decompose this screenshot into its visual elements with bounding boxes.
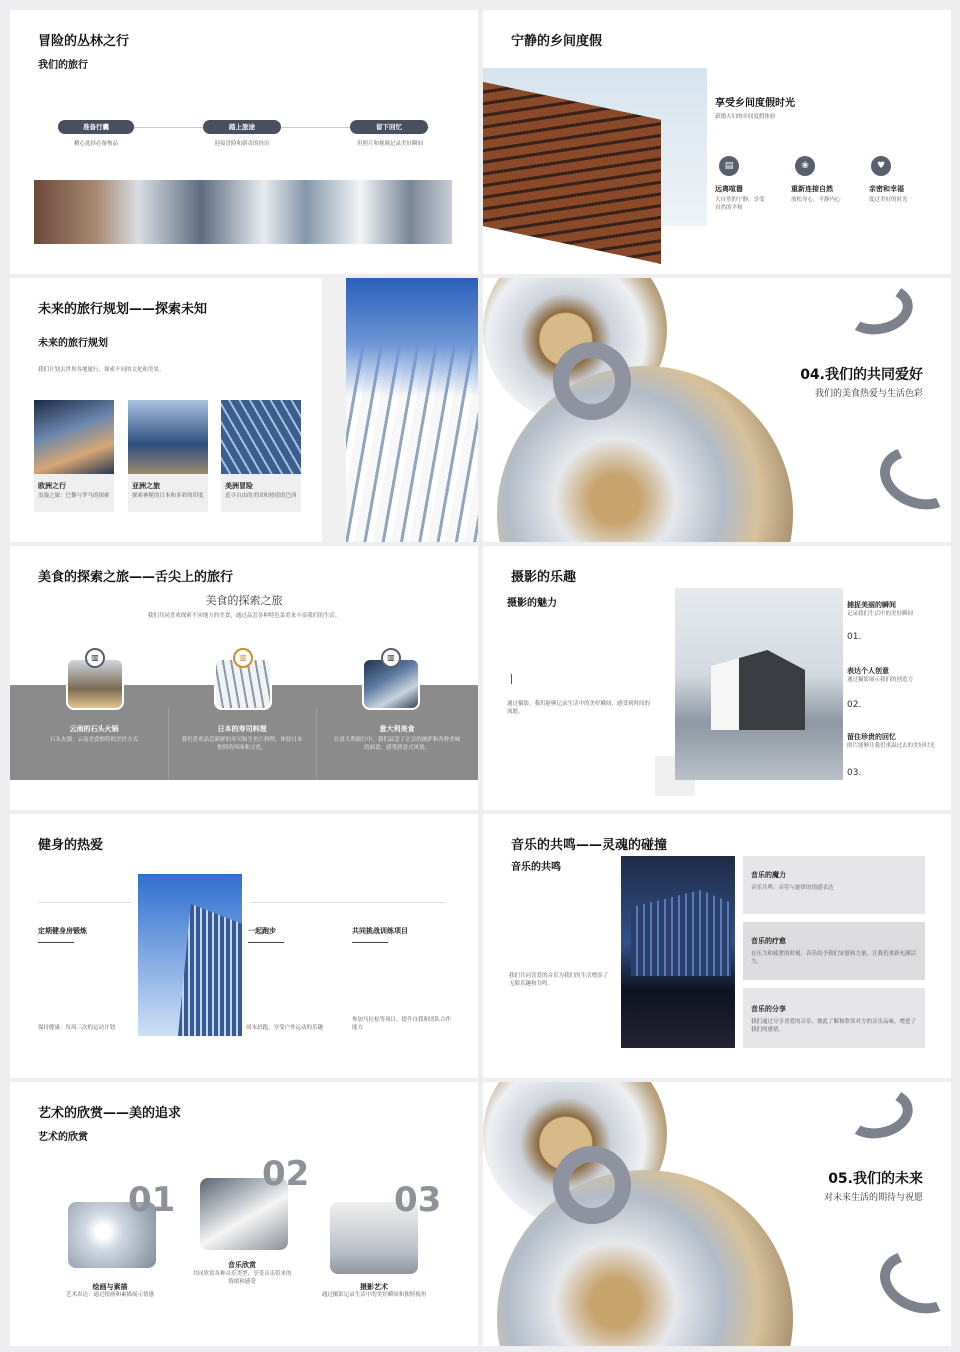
slide-title: 宁静的乡间度假	[511, 34, 603, 49]
asia-photo	[128, 400, 208, 474]
chart-icon: ▥	[381, 648, 401, 668]
banner-photo	[34, 180, 452, 244]
item-desc-2: 周末晨跑，享受户外运动的乐趣	[246, 1025, 324, 1031]
chart-icon: ▥	[85, 648, 105, 668]
slide-title: 艺术的欣赏——美的追求	[38, 1106, 182, 1121]
card-title-1: 音乐的魔力	[751, 871, 786, 879]
item-num-1: 01	[128, 1180, 176, 1220]
col-desc-2: 我们喜欢品尝新鲜的寿司和生鱼片料理，体验日本独特的风味和文化。	[181, 737, 303, 751]
item-desc-1: 大自然的宁静，享受自然的平和	[715, 197, 765, 211]
step-pill-3: 留下回忆	[350, 120, 428, 134]
slide-adventure[interactable]	[10, 10, 478, 274]
item-desc-2: 放松身心，平静内心	[791, 197, 841, 203]
section-title: 04.我们的共同爱好	[800, 367, 923, 383]
card-desc-1: 音乐共鸣：音符与旋律的情感表达	[751, 885, 834, 891]
slide-title: 健身的热爱	[38, 838, 104, 853]
slide-music[interactable]	[483, 814, 951, 1078]
point-num-1: 01.	[847, 632, 862, 642]
slide-title: 未来的旅行规划——探索未知	[38, 302, 208, 317]
item-desc-1: 保持健康：每周三次的运动计划	[38, 1025, 116, 1031]
slide-subtitle: 我们的旅行	[38, 60, 88, 71]
card-desc-3: 我们通过分享喜爱的音乐，彼此了解和欣赏对方的音乐品味，增进了我们的感情。	[751, 1019, 917, 1033]
slide-hobbies[interactable]	[483, 278, 951, 542]
card-desc-2: 在压力和疲惫的时刻，音乐给予我们安慰和力量，让我们重新充满活力。	[751, 951, 917, 965]
item-title-1: 远离喧嚣	[715, 185, 743, 193]
item-desc-2: 共同欣赏各种音乐类型，享受音乐带来的情绪和感受	[192, 1271, 292, 1285]
arc-shape-top	[839, 278, 917, 339]
slide-subtitle: 未来的旅行规划	[38, 338, 108, 349]
point-desc-2: 通过摄影展示我们的创造力	[847, 677, 914, 683]
architecture-photo	[675, 588, 843, 780]
item-title-3: 摄影艺术	[360, 1283, 388, 1291]
item-title-1: 定期健身房锻炼	[38, 927, 87, 935]
glass-building-photo	[621, 856, 735, 1048]
item-title-2: 重新连接自然	[791, 185, 833, 193]
item-title-2: 音乐欣赏	[228, 1261, 256, 1269]
item-desc-3: 通过摄影记录生活中的美好瞬间和独特视角	[321, 1292, 427, 1298]
col-desc-1: 石头火锅：云南美食独特的烹饪方式	[49, 737, 138, 743]
card-desc-3: 追寻自由的美国和热情的巴西	[225, 493, 297, 499]
card-title-1: 欧洲之行	[38, 482, 66, 490]
intro-text: 我们共同喜欢探索不同地方的美食，通过品尝各种特色菜肴来丰富我们的生活。	[147, 613, 341, 619]
section-sub: 新婚夫妇的乡间度假体验	[715, 114, 776, 120]
item-title-2: 一起跑步	[248, 927, 276, 935]
step-desc-2: 迎接冒险和新奇的经历	[214, 141, 270, 147]
chart-icon: ▥	[233, 648, 253, 668]
item-desc-3: 度过美好的时光	[869, 197, 908, 203]
slide-subtitle: 美食的探索之旅	[205, 594, 283, 607]
point-title-3: 留住珍贵的回忆	[847, 733, 896, 741]
card-desc-2: 探索神秘的日本和多彩的印度	[132, 493, 204, 499]
slide-title: 美食的探索之旅——舌尖上的旅行	[38, 570, 234, 585]
item-num-3: 03	[394, 1180, 442, 1220]
section-title: 05.我们的未来	[828, 1171, 923, 1187]
tower-photo	[138, 874, 242, 1036]
card-title-3: 音乐的分享	[751, 1005, 786, 1013]
point-title-2: 表达个人创意	[847, 667, 889, 675]
step-pill-1: 准备行囊	[58, 120, 134, 134]
item-num-2: 02	[262, 1154, 310, 1194]
slide-title: 音乐的共鸣——灵魂的碰撞	[511, 838, 668, 853]
point-desc-1: 记录我们生活中的美好瞬间	[847, 611, 914, 617]
section-subtitle: 对未来生活的期待与祝愿	[823, 1193, 923, 1203]
calendar-icon: ▤	[719, 156, 739, 176]
intro-text: 我们计划去世界各地旅行，探索不同的文化和美景。	[38, 367, 165, 373]
col-desc-3: 在意大利旅行中，我们品尝了正宗的披萨和各种美味的面食，感受到意式风情。	[333, 737, 461, 751]
step-desc-1: 精心选择必备物品	[73, 141, 118, 147]
slide-future[interactable]	[483, 1082, 951, 1346]
card-title-2: 亚洲之旅	[132, 482, 160, 490]
white-tower-photo	[346, 278, 478, 542]
gray-ring-shape	[553, 1146, 631, 1224]
item-desc-3: 参加马拉松等项目，提升自我和团队合作能力	[352, 1017, 452, 1031]
body-text: 我们共同喜爱的音乐为我们的生活增添了无限乐趣和共鸣。	[509, 973, 609, 987]
step-pill-2: 踏上旅途	[203, 120, 281, 134]
item-title-3: 共同挑战训练项目	[352, 927, 408, 935]
card-title-2: 音乐的疗愈	[751, 937, 786, 945]
slide-title: 冒险的丛林之行	[38, 34, 130, 49]
col-title-2: 日本的寿司料理	[217, 725, 267, 733]
point-desc-3: 照片能够让我们重温过去的美好时光	[847, 743, 936, 749]
nature-icon: ❀	[795, 156, 815, 176]
item-desc-1: 艺术表达：通过绘画和素描展示情感	[65, 1292, 154, 1298]
col-title-1: 云南的石头火锅	[69, 725, 119, 733]
slide-subtitle: 艺术的欣赏	[38, 1132, 88, 1143]
point-title-1: 捕捉美丽的瞬间	[847, 601, 896, 609]
col-title-3: 意大利美食	[379, 725, 415, 733]
item-title-3: 亲密和幸福	[869, 185, 904, 193]
arc-shape-bottom	[871, 1240, 951, 1324]
body-text: 通过摄影，我们能够记录生活中的美好瞬间，感受到时间的流逝。	[507, 701, 651, 715]
section-heading: 享受乡间度假时光	[715, 98, 795, 109]
america-photo	[221, 400, 301, 474]
section-subtitle: 我们的美食热爱与生活色彩	[814, 389, 923, 399]
slide-title: 摄影的乐趣	[511, 570, 577, 585]
gray-ring-shape	[553, 342, 631, 420]
europe-photo	[34, 400, 114, 474]
item-title-1: 绘画与素描	[92, 1283, 128, 1291]
slide-travel-plan[interactable]	[10, 278, 478, 542]
step-desc-3: 用照片和视频记录美好瞬间	[356, 141, 423, 147]
slide-art[interactable]	[10, 1082, 478, 1346]
arc-shape-bottom	[871, 436, 951, 520]
point-num-3: 03.	[847, 768, 862, 778]
card-desc-1: 浪漫之旅：巴黎与罗马的探索	[38, 493, 110, 499]
slide-food[interactable]	[10, 546, 478, 810]
slide-countryside[interactable]	[483, 10, 951, 274]
slide-subtitle: 摄影的魅力	[507, 598, 557, 609]
heart-icon: ♥	[871, 156, 891, 176]
arc-shape-top	[839, 1082, 917, 1143]
brick-building-photo	[483, 68, 707, 226]
card-title-3: 美洲冒险	[225, 482, 253, 490]
slide-photography[interactable]	[483, 546, 951, 810]
slide-fitness[interactable]	[10, 814, 478, 1078]
slide-subtitle: 音乐的共鸣	[511, 862, 561, 873]
point-num-2: 02.	[847, 700, 862, 710]
